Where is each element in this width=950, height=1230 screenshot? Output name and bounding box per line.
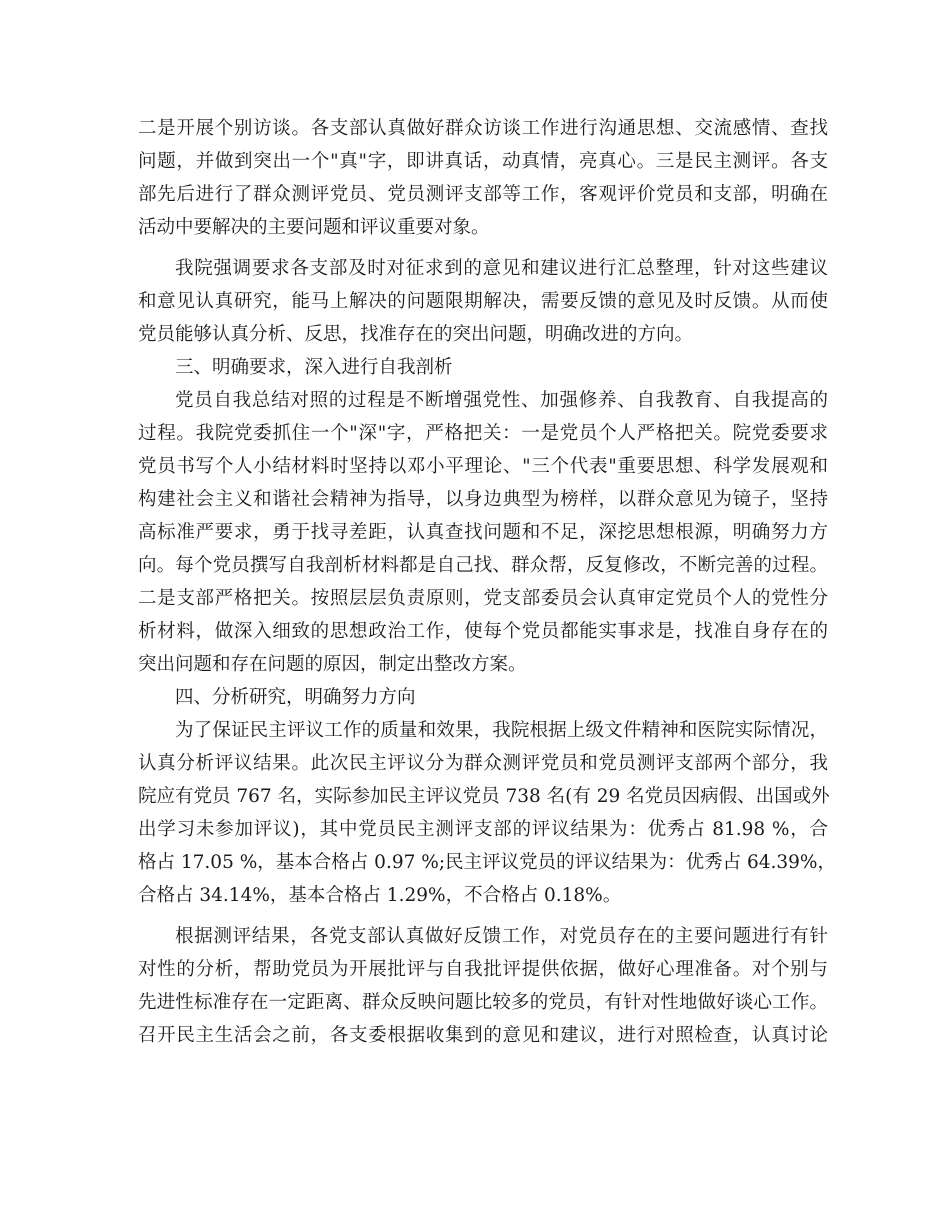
text-line: 根据测评结果，各党支部认真做好反馈工作，对党员存在的主要问题进行有针 <box>175 926 828 947</box>
text-line: 构建社会主义和谐社会精神为指导，以身边典型为榜样，以群众意见为镜子，坚持 <box>138 489 828 510</box>
paragraph <box>138 384 828 681</box>
text-line: 和意见认真研究，能马上解决的问题限期解决，需要反馈的意见及时反馈。从而使 <box>138 291 828 312</box>
text-line: 为了保证民主评议工作的质量和效果，我院根据上级文件精神和医院实际情况， <box>175 720 828 741</box>
text-line: 我院强调要求各支部及时对征求到的意见和建议进行汇总整理，针对这些建议 <box>175 258 828 279</box>
paragraph <box>138 112 828 244</box>
paragraph <box>138 714 836 912</box>
text-line: 对性的分析，帮助党员为开展批评与自我批评提供依据，做好心理准备。对个别与 <box>138 959 828 980</box>
text-line: 党员能够认真分析、反思，找准存在的突出问题，明确改进的方向。 <box>138 324 694 345</box>
text-line: 活动中要解决的主要问题和评议重要对象。 <box>138 217 490 238</box>
heading-text: 三、明确要求，深入进行自我剖析 <box>175 357 453 378</box>
text-line: 过程。我院党委抓住一个"深"字，严格把关：一是党员个人严格把关。院党委要求 <box>138 423 828 444</box>
text-line: 部先后进行了群众测评党员、党员测评支部等工作，客观评价党员和支部，明确在 <box>138 184 828 205</box>
text-line: 析材料，做深入细致的思想政治工作，使每个党员都能实事求是，找准自身存在的 <box>138 621 828 642</box>
text-line: 二是开展个别访谈。各支部认真做好群众访谈工作进行沟通思想、交流感情、查找 <box>138 118 828 139</box>
section-heading <box>138 351 828 384</box>
text-line: 先进性标准存在一定距离、群众反映问题比较多的党员，有针对性地做好谈心工作。 <box>138 992 828 1013</box>
text-line: 合格占 34.14%，基本合格占 1.29%，不合格占 0.18%。 <box>138 885 622 906</box>
heading-text: 四、分析研究，明确努力方向 <box>175 687 416 708</box>
paragraph <box>138 920 828 1052</box>
section-heading <box>138 681 828 714</box>
text-line: 二是支部严格把关。按照层层负责原则，党支部委员会认真审定党员个人的党性分 <box>138 588 828 609</box>
paragraph <box>138 252 828 351</box>
text-line: 突出问题和存在问题的原因，制定出整改方案。 <box>138 654 527 675</box>
text-line: 党员自我总结对照的过程是不断增强党性、加强修养、自我教育、自我提高的 <box>175 390 828 411</box>
text-line: 党员书写个人小结材料时坚持以邓小平理论、"三个代表"重要思想、科学发展观和 <box>138 456 828 477</box>
text-line: 高标准严要求，勇于找寻差距，认真查找问题和不足，深挖思想根源，明确努力方 <box>138 522 828 543</box>
text-line: 格占 17.05 %，基本合格占 0.97 %;民主评议党员的评议结果为：优秀占 64.39%， <box>138 852 836 873</box>
text-line: 问题，并做到突出一个"真"字，即讲真话，动真情，亮真心。三是民主测评。各支 <box>138 151 828 172</box>
text-line: 向。每个党员撰写自我剖析材料都是自己找、群众帮，反复修改，不断完善的过程。 <box>138 555 828 576</box>
text-line: 召开民主生活会之前，各支委根据收集到的意见和建议，进行对照检查，认真讨论 <box>138 1025 828 1046</box>
text-line: 出学习未参加评议)，其中党员民主测评支部的评议结果为：优秀占 81.98 %，合 <box>138 819 828 840</box>
text-line: 院应有党员 767 名，实际参加民主评议党员 738 名(有 29 名党员因病假、出国或外 <box>138 786 830 807</box>
text-line: 认真分析评议结果。此次民主评议分为群众测评党员和党员测评支部两个部分，我 <box>138 753 828 774</box>
document-body <box>138 112 836 1052</box>
